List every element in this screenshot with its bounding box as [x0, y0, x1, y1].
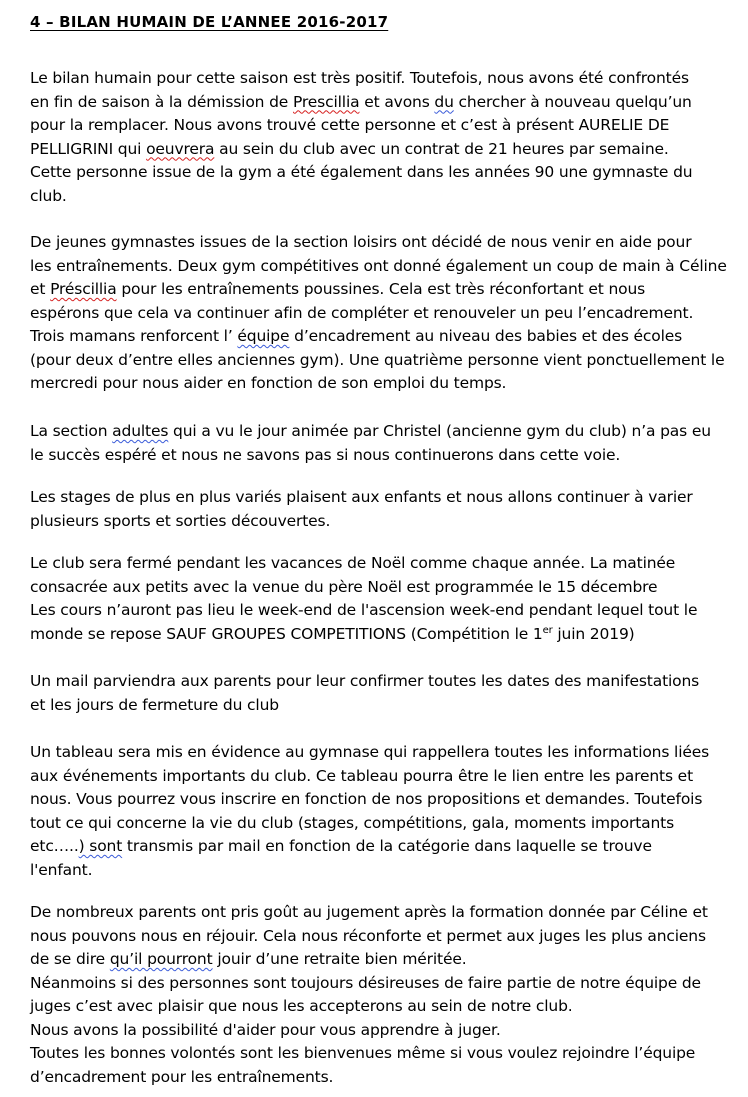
grammar-word: équipe — [237, 327, 290, 345]
paragraph-mail — [30, 670, 730, 717]
text-line: Nous avons la possibilité d'aider pour vous apprendre à juger. — [30, 1020, 501, 1039]
text-fragment: chercher à nouveau quelqu’un — [453, 92, 692, 111]
text-line — [30, 835, 730, 859]
text-line — [30, 138, 730, 162]
text-line — [30, 420, 730, 444]
spellcheck-word: Prescillia — [292, 92, 360, 111]
text-fragment: etc….. — [30, 837, 79, 855]
text-line: pour la remplacer. Nous avons trouvé cette personne et c’est à présent AURELIE DE — [30, 116, 670, 134]
text-line: De nombreux parents ont pris goût au jugement après la formation donnée par Céline et — [30, 903, 708, 921]
paragraph-adult-section — [30, 420, 730, 467]
text-fragment: PELLIGRINI qui — [30, 139, 147, 158]
text-line: aux événements importants du club. Ce tableau pourra être le lien entre les parents et — [30, 766, 693, 785]
text-line: De jeunes gymnastes issues de la section loisirs ont décidé de nous venir en aide pour — [30, 233, 692, 251]
text-line: espérons que cela va continuer afin de compléter et renouveler un peu l’encadrement. — [30, 303, 694, 322]
superscript: er — [542, 624, 553, 636]
text-line: Toutes les bonnes volontés sont les bienvenues même si vous voulez rejoindre l’équipe — [30, 1044, 696, 1062]
text-fragment: jouir d’une retraite bien méritée. — [212, 950, 467, 968]
text-line: le succès espéré et nous ne savons pas si nous continuerons dans cette voie. — [30, 445, 621, 464]
text-fragment: d’encadrement au niveau des babies et des écoles — [289, 327, 683, 345]
spellcheck-word: Préscillia — [50, 280, 117, 298]
text-line: nous pouvons nous en réjouir. Cela nous réconforte et permet aux juges les plus anciens — [30, 926, 706, 945]
text-line: consacrée aux petits avec la venue du père Noël est programmée le 15 décembre — [30, 577, 658, 596]
text-fragment: transmis par mail en fonction de la catégorie dans laquelle se trouve — [122, 837, 652, 855]
text-line: nous. Vous pourrez vous inscrire en fonction de nos propositions et demandes. Toutefois — [30, 790, 703, 808]
text-line — [30, 623, 730, 647]
text-line: l'enfant. — [30, 860, 93, 879]
paragraph-young-gymnasts — [30, 231, 730, 396]
text-line: mercredi pour nous aider en fonction de son emploi du temps. — [30, 374, 507, 392]
text-line: juges c’est avec plaisir que nous les accepterons au sein de notre club. — [30, 997, 573, 1015]
text-fragment: de se dire — [30, 950, 110, 968]
text-line: d’encadrement pour les entraînements. — [30, 1067, 334, 1086]
grammar-word: qu’il pourront — [109, 950, 213, 968]
text-line — [30, 278, 730, 302]
text-fragment: Trois mamans renforcent l’ — [30, 327, 238, 345]
text-line: plusieurs sports et sorties découvertes. — [30, 511, 331, 530]
text-fragment: monde se repose SAUF GROUPES COMPETITIONS (Compétition le 1 — [30, 624, 543, 643]
text-line: tout ce qui concerne la vie du club (stages, compétitions, gala, moments importants — [30, 813, 675, 832]
text-line — [30, 325, 730, 349]
paragraph-judges — [30, 901, 730, 1089]
paragraph-stages — [30, 486, 730, 533]
text-fragment: au sein du club avec un contrat de 21 heures par semaine. — [214, 139, 669, 158]
text-line: Le bilan humain pour cette saison est très positif. Toutefois, nous avons été confrontés — [30, 69, 689, 87]
text-fragment: qui a vu le jour animée par Christel (ancienne gym du club) n’a pas eu — [168, 422, 711, 440]
text-fragment: et — [30, 280, 51, 298]
text-fragment: juin 2019) — [552, 624, 635, 643]
grammar-word: ) sont — [78, 837, 123, 855]
text-fragment: et avons — [359, 92, 435, 111]
paragraph-human-review — [30, 67, 730, 208]
text-line: les entraînements. Deux gym compétitives ont donné également un coup de main à Céline — [30, 256, 727, 275]
text-line: Les cours n’auront pas lieu le week-end de l'ascension week-end pendant lequel tout le — [30, 601, 698, 619]
grammar-word: du — [434, 92, 454, 111]
text-fragment: pour les entraînements poussines. Cela est très réconfortant et nous — [116, 280, 646, 298]
paragraph-closures — [30, 552, 730, 646]
text-line: Un tableau sera mis en évidence au gymnase qui rappellera toutes les informations liées — [30, 743, 710, 761]
text-line: Cette personne issue de la gym a été également dans les années 90 une gymnaste du — [30, 163, 693, 181]
section-heading: 4 – BILAN HUMAIN DE L’ANNEE 2016-2017 — [30, 13, 389, 31]
spellcheck-word: oeuvrera — [146, 139, 215, 158]
text-line: Les stages de plus en plus variés plaisent aux enfants et nous allons continuer à varier — [30, 488, 693, 506]
text-line — [30, 948, 730, 972]
text-line: Le club sera fermé pendant les vacances de Noël comme chaque année. La matinée — [30, 554, 676, 572]
text-line: (pour deux d’entre elles anciennes gym). Une quatrième personne vient ponctuellement le — [30, 350, 725, 369]
text-line: Un mail parviendra aux parents pour leur confirmer toutes les dates des manifestations — [30, 672, 700, 690]
paragraph-board — [30, 741, 730, 882]
text-line: Néanmoins si des personnes sont toujours désireuses de faire partie de notre équipe de — [30, 973, 701, 992]
text-line: et les jours de fermeture du club — [30, 695, 279, 714]
grammar-word: adultes — [112, 422, 169, 440]
text-fragment: La section — [30, 422, 113, 440]
text-fragment: en fin de saison à la démission de — [30, 92, 293, 111]
text-line: club. — [30, 186, 67, 205]
text-line — [30, 91, 730, 115]
